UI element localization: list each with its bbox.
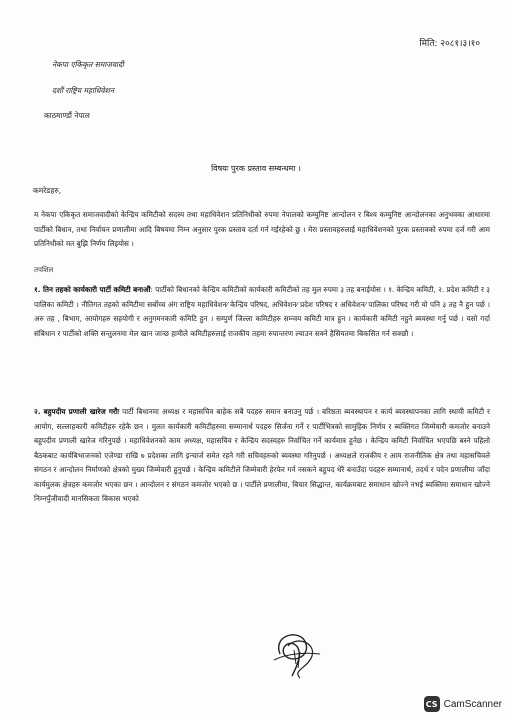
camscanner-watermark xyxy=(424,696,502,712)
camscanner-label: CamScanner xyxy=(443,698,502,710)
point-one-heading: १. तिन तहको कार्यकारी पार्टी कमिटी बनाऔं xyxy=(34,285,151,294)
point-two-heading: २. बहुपदीय प्रणाली खारेज गरौः xyxy=(34,407,120,416)
letter-date: मिति: २०८१।३।१० xyxy=(419,39,480,49)
recipient-line-location: काठमाण्डौं नेपाल xyxy=(44,111,90,120)
letter-greeting: कमरेडहरु, xyxy=(33,186,62,195)
intro-paragraph: म नेकपा एकिकृत समाजवादीको केन्द्रिय कमिटीको सदस्य तथा महाधिवेशन प्रतिनिधीको रुपमा नेपालको कम्युनिष्ट आन्दोलन र बिश्व कम्युनिष्ट आन्दोलनका अनुभवका आधारमा पार्टीको बिधान, तथा निर्वाचन प्रणालीमा आदि बिषयमा निम्न अनुसार पुरक प्रस्ताव दर्ता गर्न गईरहेको छु । मेरा प्रस्तावहरुलाई महाधिवेशनको पुरक प्रस्तावको रुपमा दर्ज गरी आम प्रतिनिधीको मत बुझि निर्णय लिइयोस । xyxy=(34,210,490,248)
details-label: तपशिल xyxy=(34,266,54,274)
recipient-line-convention: दशौं राष्ट्रिय महाधिवेशन xyxy=(52,86,114,95)
letter-subject: विषयः पुरक प्रस्ताव सम्बन्धमा । xyxy=(211,164,301,173)
signature-image xyxy=(262,624,326,680)
point-two-body: पार्टी बिधानमा अध्यक्ष र महासचिव बाहेक सबै पदहरु समान बनाउनु पर्छ । बरिष्ठता ब्यवस्थापन र कार्य ब्यवस्थापनका लागि स्थायी कमिटी र आयोग, सल्लाहकारी कमिटीहरु रहेकै छन । मुलत कार्यकारी कमिटीहरुमा सम्मानार्थ पदहरु सिर्जना गर्ने र पार्टीभित्रको सामुहिक निर्णय र ब्यक्तिगत जिम्मेवारी कमजोर बनाउने बहुपदीय प्रणाली खारेज गरिनुपर्छ । महाधिवेशनको काम अध्यक्ष, महासचिव र केन्द्रिय सदस्यहरु निर्वाचित गर्ने कार्यमात्र हुनेछ । केन्द्रिय कमिटी निर्वाचित भएपछि बस्ने पहिलो बैठकबाट कार्यबिभाजनको एजेण्डा राखि ७ प्रदेशका लागि इन्चार्ज समेत रहने गरी सचिवहरुको ब्यवस्था गरिनुपर्छ । अध्यक्षले राजकीय र आम राजनीतिक क्षेत्र तथा महासचिवले संगठन र आन्दोलन निर्माणको क्षेत्रको मुख्य जिम्मेवारी हुनुपर्छ । केन्द्रिय कमिटीले जिम्मेवारी हेरफेर गर्न नसकने बहुपद धेरै बनाउँदा पदहरु सम्मानार्थ, तदर्थ र पदेन प्रणालीमा जाँदा कार्यमुलक क्षेत्रहरु कमजोर भएका छन । आन्दोलन र संगठन कमजोर भएको छ । पार्टीले प्रणालीमा, बिचार सिद्धान्त, कार्यक्रमबाट समाधान खोज्ने नभई ब्यक्तिमा समाधान खोज्ने निम्नपुँजीवादी मानसिकता बिकास भएको xyxy=(34,407,490,503)
point-one-paragraph xyxy=(34,283,490,341)
point-one-body: : पार्टीको बिधानको केन्द्रिय कमिटीको कार्यकारी कमिटीको तह मुल रुपमा ३ तह बनाईयोस । १. केन्द्रिय कमिटी, २. प्रदेश कमिटी र ३ पालिका कमिटी । नीतिगत तहको कमिटीमा सर्बोच्च अंग राष्ट्रिय महाधिवेशन⁄ केन्द्रिय परिषद, अधिवेशन⁄ प्रदेश परिषद र अधिवेशन⁄ पालिका परिषद गरी यो पनि ३ तह नै हुन पर्छ । अरु तह , बिभाग, आयोगहरु सहयोगी र अनुगमनकारी कमिटि हुन । सम्पुर्ण जिल्ला कमिटीहरु सम्न्वय कमिटी मात्र हुन । कार्यकारी कमिटी नहुने ब्यवस्था गर्नु पर्छ । यसो गर्दा संबिधान र पार्टीको शक्ति सन्तुलनमा मेल खान जान्छ हामीले कमिटीहरुलाई राजकीय तहमा रुपान्तरण ल्याउन सक्ने हैसियतमा बिकसित गर्न सक्छौ । xyxy=(34,285,490,338)
camscanner-logo-icon: CS xyxy=(424,696,440,712)
point-two-paragraph xyxy=(34,405,490,507)
recipient-line-party: नेकपा एकिकृत समाजवादी xyxy=(52,60,124,69)
